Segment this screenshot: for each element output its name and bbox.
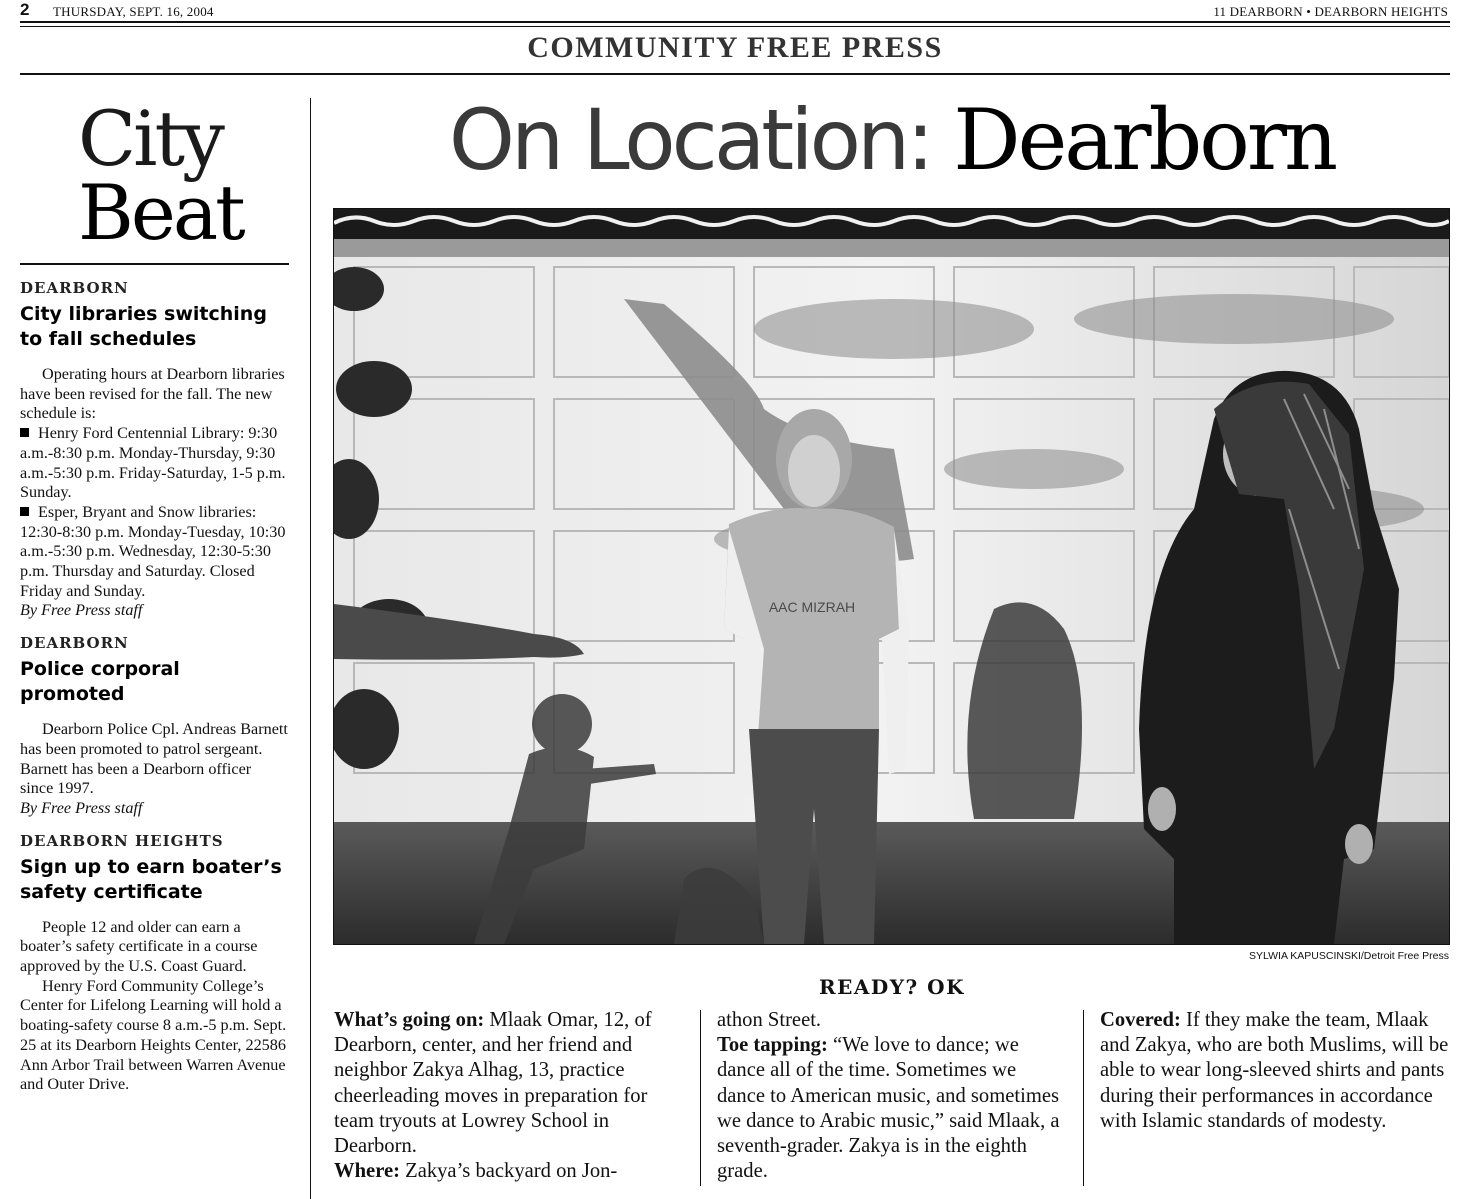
brief-byline: By Free Press staff bbox=[20, 601, 143, 620]
brief-paragraph: People 12 and older can earn a boater’s safety certificate in a course approved by the U.S. Coast Guard. bbox=[20, 917, 258, 976]
caption-text: athon Street. bbox=[717, 1009, 822, 1031]
caption-label: What’s going on: bbox=[334, 1009, 485, 1031]
brief-list-item-text: Henry Ford Centennial Library: 9:30 a.m.-8:30 p.m. Monday-Thursday, 9:30 a.m.-5:30 p.m. Friday-Saturday, 1-5 p.m. Sunday. bbox=[20, 424, 286, 502]
caption-text: Zakya’s backyard on Jon- bbox=[399, 1160, 618, 1183]
brief-libraries bbox=[20, 278, 288, 621]
caption-headline: READY? OK bbox=[819, 975, 965, 999]
caption-column-1 bbox=[334, 1008, 668, 1184]
section-label: 11 DEARBORN • DEARBORN HEIGHTS bbox=[1213, 4, 1448, 19]
sidebar-title-line1: City bbox=[78, 94, 222, 183]
brief-list-item bbox=[20, 424, 288, 503]
issue-date: THURSDAY, SEPT. 16, 2004 bbox=[53, 4, 214, 19]
brief-body bbox=[20, 720, 288, 819]
caption-label: Where: bbox=[334, 1160, 400, 1183]
brief-kicker: DEARBORN bbox=[20, 634, 129, 653]
brief-body bbox=[20, 918, 288, 1095]
caption-column-2 bbox=[717, 1008, 1062, 1184]
brief-paragraph: Henry Ford Community College’s Center for Lifelong Learning will hold a boating-safety course 8 a.m.-5 p.m. Sept. 25 at its Dearborn Heights Center, 22586 Ann Arbor Trail between Warren Avenue and Outer Drive. bbox=[20, 976, 287, 1094]
caption-text: If they make the team, Mlaak and Zakya, who are both Muslims, will be able to wear long-sleeved shirts and pants during their performances in accordance with Islamic standards of modesty. bbox=[1100, 1009, 1449, 1132]
brief-headline: Sign up to earn boater’s safety certificate bbox=[20, 855, 282, 903]
column-divider bbox=[310, 98, 311, 1199]
bullet-icon bbox=[20, 507, 29, 516]
sidebar-title-line2: Beat bbox=[78, 168, 243, 257]
sidebar-title-rule bbox=[20, 263, 289, 265]
page-number: 2 bbox=[20, 0, 30, 19]
sidebar-briefs bbox=[20, 278, 288, 1095]
brief-police bbox=[20, 633, 288, 819]
caption-label: Toe tapping: bbox=[717, 1034, 828, 1057]
brief-paragraph: Dearborn Police Cpl. Andreas Barnett has been promoted to patrol sergeant. Barnett has been a Dearborn officer since 1997. bbox=[20, 720, 288, 798]
brief-kicker: DEARBORN bbox=[20, 279, 129, 297]
caption-column-3 bbox=[1100, 1008, 1450, 1134]
caption-divider bbox=[1083, 1010, 1084, 1186]
brief-list-item bbox=[20, 503, 288, 602]
brief-paragraph: Operating hours at Dearborn libraries have been revised for the fall. The new schedule is: bbox=[20, 365, 285, 423]
headline-part1: On Location: bbox=[448, 91, 954, 189]
photo-illustration bbox=[334, 209, 1449, 944]
brief-list-item-text: Esper, Bryant and Snow libraries: 12:30-8:30 p.m. Monday-Tuesday, 10:30 a.m.-5:30 p.m. Wednesday, 12:30-5:30 p.m. Thursday and Saturday. Closed Friday and Sunday. bbox=[20, 502, 286, 600]
shirt-print: AAC MIZRAH bbox=[768, 599, 856, 615]
caption-text: “We love to dance; we dance all of the time. Sometimes we dance to American music, and sometimes we dance to Arabic music,” said Mlaak, a seventh-grader. Zakya is in the eighth grade. bbox=[717, 1034, 1060, 1183]
bullet-icon bbox=[20, 428, 29, 437]
headline-part2: Dearborn bbox=[953, 91, 1336, 189]
brief-kicker: DEARBORN HEIGHTS bbox=[20, 831, 224, 850]
masthead-rule bbox=[20, 73, 1450, 75]
news-photo bbox=[333, 208, 1450, 945]
brief-headline: Police corporal promoted bbox=[20, 658, 180, 706]
sidebar-title bbox=[78, 94, 243, 257]
caption-text: Mlaak Omar, 12, of Dearborn, center, and her friend and neighbor Zakya Alhag, 13, practice cheerleading moves in preparation for team tryouts at Lowrey School in Dearborn. bbox=[334, 1009, 652, 1158]
folio-line bbox=[20, 2, 1448, 22]
caption-label: Covered: bbox=[1100, 1009, 1181, 1031]
top-rule-thin bbox=[20, 26, 1450, 27]
brief-body bbox=[20, 365, 288, 621]
page-title bbox=[334, 85, 1450, 195]
brief-byline: By Free Press staff bbox=[20, 798, 143, 817]
masthead: COMMUNITY FREE PRESS bbox=[527, 31, 943, 64]
brief-headline: City libraries switching to fall schedules bbox=[20, 303, 267, 350]
caption-divider bbox=[700, 1010, 701, 1186]
photo-credit: SYLWIA KAPUSCINSKI/Detroit Free Press bbox=[1249, 950, 1449, 962]
city-beat-sidebar bbox=[20, 94, 288, 1199]
brief-boater bbox=[20, 831, 288, 1095]
top-rule bbox=[20, 21, 1450, 23]
